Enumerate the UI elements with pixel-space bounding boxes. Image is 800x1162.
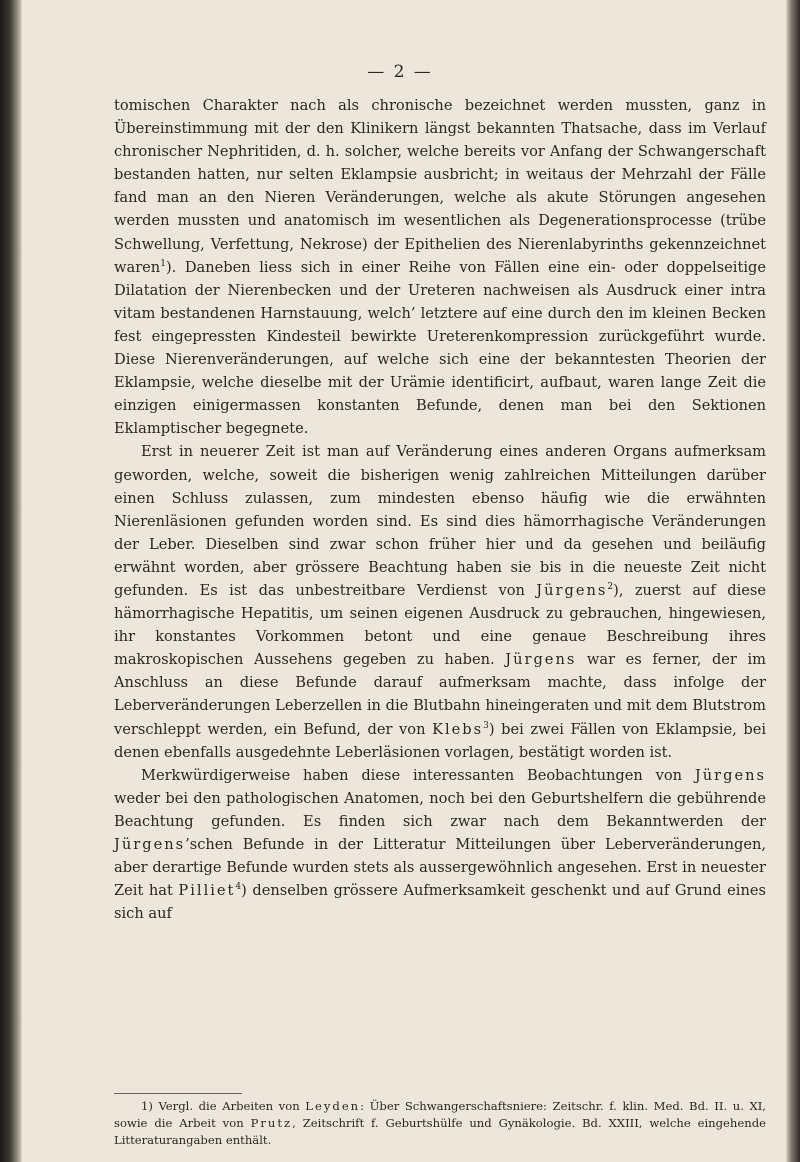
- footnote-ref: 4: [235, 882, 242, 893]
- footnote-ref: 1: [160, 258, 166, 269]
- page-shadow-right: [786, 0, 800, 1162]
- author-name: Pilliet: [178, 882, 236, 900]
- footnote-divider: [114, 1093, 242, 1094]
- page-number: — 2 —: [367, 62, 433, 82]
- paragraph-3: Merkwürdigerweise haben diese interessanten Beobachtungen von Jürgens weder bei den pathologischen Anatomen, noch bei den Geburtshelfern die gebührende Beachtung gefunden. Es finden sich zwar nach dem Bekanntwerden der Jürgens’schen Befunde in der Litteratur Mitteilungen über Leberveränderungen, aber derartige Befunde wurden stets als aussergewöhnlich angesehen. Erst in neuester Zeit hat Pilliet$^4$) denselben grössere Aufmerksamkeit geschenkt und auf Grund eines sich auf: [114, 766, 766, 923]
- author-name: Jürgens: [505, 651, 577, 669]
- author-name: Jürgens: [536, 581, 608, 599]
- author-name: Klebs: [432, 720, 484, 738]
- paragraph-2: Erst in neuerer Zeit ist man auf Veränderung eines anderen Organs aufmerksam geworden, welche, soweit die bisherigen wenig zahlreichen Mitteilungen darüber einen Schluss zulassen, zum mindesten ebenso häufig wie die erwähnten Nierenläsionen gefunden worden sind. Es sind dies hämorrhagische Veränderungen der Leber. Dieselben sind zwar schon früher hier und da gesehen und beiläufig erwähnt worden, aber grössere Beachtung haben sie bis in die neueste Zeit nicht gefunden. Es ist das unbestreitbare Verdienst von Jürgens$^2$), zuerst auf diese hämorrhagische Hepatitis, um seinen eigenen Ausdruck zu gebrauchen, hingewiesen, ihr konstantes Vorkommen betont und eine genaue Beschreibung ihres makroskopischen Aussehens gegeben zu haben. Jürgens war es ferner, der im Anschluss an diese Befunde darauf aufmerksam machte, dass infolge der Leberveränderungen Leberzellen in die Blutbahn hineingeraten und mit dem Blutstrom verschleppt werden, ein Befund, der von Klebs$^3$) bei zwei Fällen von Eklampsie, bei denen ebenfalls ausgedehnte Leberläsionen vorlagen, bestätigt worden ist.: [114, 443, 766, 761]
- paragraph-1: tomischen Charakter nach als chronische bezeichnet werden mussten, ganz in Übereinstimmung mit der den Klinikern längst bekannten Thatsache, dass im Verlauf chronischer Nephritiden, d. h. solcher, welche bereits vor Anfang der Schwangerschaft bestanden hatten, nur selten Eklampsie ausbricht; in weitaus der Mehrzahl der Fälle fand man an den Nieren Veränderungen, welche als akute Störungen angesehen werden mussten und anatomisch im wesentlichen als Degenerationsprocesse (trübe Schwellung, Verfettung, Nekrose) der Epithelien des Nierenlabyrinths gekennzeichnet waren$^1$). Daneben liess sich in einer Reihe von Fällen eine ein- oder doppelseitige Dilatation der Nierenbecken und der Ureteren nachweisen als Ausdruck einer intra vitam bestandenen Harnstauung, welch’ letztere auf eine durch den im kleinen Becken fest eingepressten Kindesteil bewirkte Ureterenkompression zurückgeführt wurde. Diese Nierenveränderungen, auf welche sich eine der bekanntesten Theorien der Eklampsie, welche dieselbe mit der Urämie identificirt, aufbaut, waren lange Zeit die einzigen einigermassen konstanten Befunde, denen man bei den Sektionen Eklamptischer begegnete.: [114, 97, 766, 438]
- page-shadow-left: [0, 0, 22, 1162]
- body-text: [114, 94, 766, 925]
- author-name: Leyden: [305, 1099, 361, 1113]
- author-name: Prutz: [250, 1116, 293, 1130]
- footnote-ref: 2: [607, 582, 614, 593]
- author-name: Jürgens: [114, 836, 186, 853]
- author-name: Jürgens: [694, 766, 766, 784]
- footnote-ref: 3: [483, 720, 489, 731]
- footnote: 1) Vergl. die Arbeiten von Leyden: Über Schwangerschaftsniere: Zeitschr. f. klin. Med. Bd. II. u. XI, sowie die Arbeit von Prutz, Zeitschrift f. Geburtshülfe und Gynäkologie. Bd. XXIII, welche eingehende Litteraturangaben enthält.: [114, 1099, 766, 1147]
